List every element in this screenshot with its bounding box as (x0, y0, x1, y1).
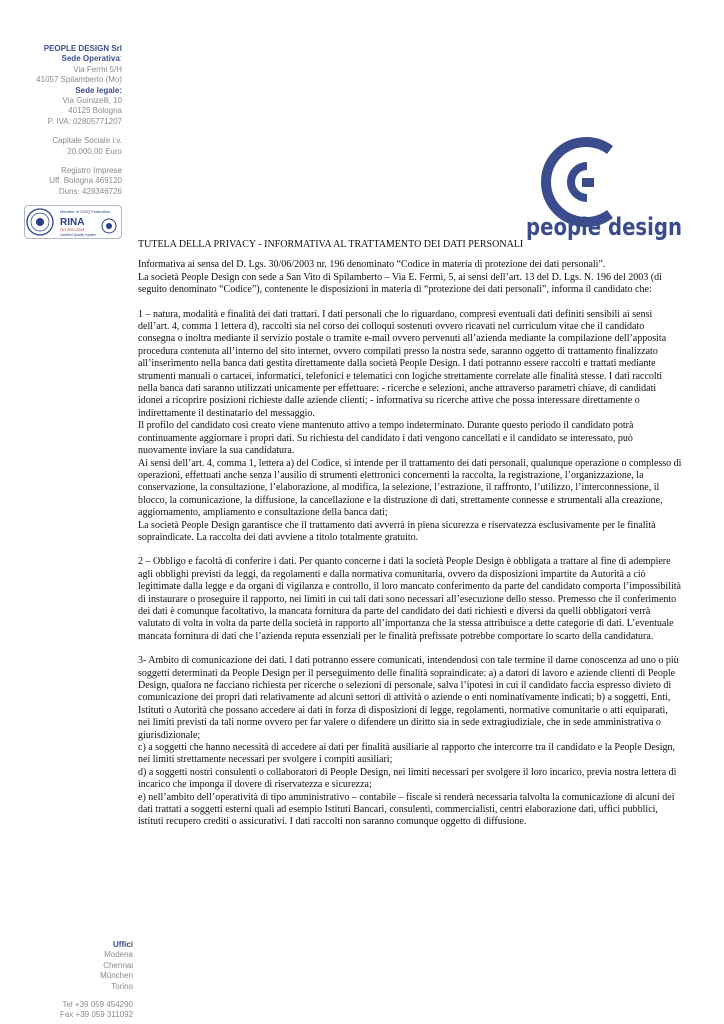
people-design-logo (524, 138, 684, 240)
intro-line-1: Informativa ai sensa del D. Lgs. 30/06/2003 nr. 196 denominato “Codice in materia di protezione dei dati personali”. (138, 259, 606, 271)
fax-number: Fax +39 059 311092 (59, 1010, 133, 1020)
legal-city: 40125 Bologna (68, 106, 122, 116)
registry-label: Registro Imprese (61, 166, 122, 176)
office-item: München (100, 971, 133, 981)
certification-logo (24, 205, 122, 239)
contact-info (0, 1000, 133, 1021)
duns-number: Duns: 428346726 (58, 186, 122, 196)
legal-office-label: Sede legale: (75, 85, 122, 95)
operational-office-label (0, 54, 122, 64)
offices-label: Uffici (113, 940, 133, 949)
op-label-text: Sede Operativa (61, 54, 120, 64)
intro-line-2: La società People Design con sede a San Vito di Spilamberto – Via E. Fermi, 5, ai sensi dell’art. 13 del D. Lgs. N. 196 del 2003 (di seguito denominato “Codice”), contenente le disposizioni in materia di “protezione dei dati personali”, informa il candidato che: (138, 271, 662, 296)
company-info (0, 44, 122, 197)
spacer (138, 643, 682, 655)
section-3-paragraph-2: c) a soggetti che hanno necessità di accedere ai dati per finalità ausiliarie al rapporto che intercorre tra il candidato e la People Design, nei limiti strettamente necessari per svolgere i compiti ausiliari; (138, 742, 675, 766)
operational-street: Via Fermi 5/H (73, 64, 122, 74)
cert-system-text: Certified Quality System (60, 233, 97, 237)
section-3-paragraph-4: e) nell’ambito dell’operatività di tipo amministrativo – contabile – fiscale si renderà necessaria talvolta la comunicazione di alcuni dei dati trattati a soggetti esterni quali ad esempio Istituti Bancari, consulenti, commercialisti, centri elaborazione dati, uffici pubblici, istituti recupero crediti o assicurativi. I dati raccolti non saranno comunque oggetto di diffusione. (138, 791, 675, 828)
section-3-paragraph-1: 3- Ambito di comunicazione dei dati. I dati potranno essere comunicati, intendendosi con tale termine il darne conoscenza ad uno o più soggetti determinati da People Design per il perseguimento delle finalità sopraindicate: a) a datori di lavoro e aziende clienti di People Design, qualora ne facciano richiesta per ricerche o selezioni di personale, salva l’ipotesi in cui il candidato faccia espresso divieto di comunicazione dei propri dati relativamente ad alcuni settori di attività o aziende o enti nominativamente indicati; b) a soggetti, Enti, Istituti o Autorità che possano accedere ai dati in forza di disposizioni di legge, regolamenti, normative comunitarie o atti equiparati, nei limiti previsti da tali norme ovvero per far valere o difendere un diritto sia in sede extragiudiziale, che in sede amministrativa o giurisdizionale; (138, 655, 679, 741)
iso-text: ISO 9001:2008 (60, 228, 85, 232)
section-1-paragraph-3: Ai sensi dell’art. 4, comma 1, lettera a) del Codice, si intende per il trattamento dei dati personali, qualunque operazione o complesso di operazioni, effettuati anche senza l’ausilio di strumenti elettronici concernenti la raccolta, la registrazione, l’organizzazione, la conservazione, la consultazione, l’elaborazione, al modifica, la selezione, l’estrazione, il raffronto, l’utilizzo, l’interconnessione, il blocco, la comunicazione, la diffusione, la cancellazione e la distruzione di dati, strettamente connesse e strumentali alla creazione, aggiornamento, ampliamento e consultazione della banca dati; (138, 457, 682, 519)
spacer (138, 544, 682, 556)
capital-label: Capitale Sociale i.v. (52, 136, 122, 146)
spacer (0, 127, 122, 136)
legal-street: Via Guinizelli, 10 (62, 96, 122, 106)
capital-value: 20.000,00 Euro (67, 146, 122, 156)
document-title: TUTELA DELLA PRIVACY - INFORMATIVA AL TRATTAMENTO DEI DATI PERSONALI (138, 239, 524, 250)
office-item: Chennai (103, 960, 133, 970)
rina-text: RINA (60, 217, 85, 228)
phone-number: Tel +39 059 454290 (62, 1000, 133, 1009)
registry-office: Uff. Bologna 469120 (49, 176, 122, 186)
office-item: Torino (111, 981, 133, 991)
vat-number: P. IVA: 02805771207 (47, 116, 122, 126)
section-1-paragraph-2: Il profilo del candidato così creato viene mantenuto attivo a tempo indeterminato. Durante questo periodo il candidato potrà continuamente aggiornare i propri dati. Su richiesta del candidato i dati vengono cancellati e il candidato se interessato, può nuovamente inviare la sua candidatura. (138, 420, 634, 457)
company-name: PEOPLE DESIGN Srl (43, 44, 122, 53)
op-label-colon: : (119, 54, 122, 64)
section-1-paragraph-4: La società People Design garantisce che il trattamento dati avverrà in piena sicurezza e riservatezza esclusivamente per le finalità sopraindicate. La raccolta dei dati avviene a titolo totalmente gratuito. (138, 519, 656, 543)
spacer (0, 157, 122, 166)
operational-city: 41057 Spilamberto (Mo) (36, 75, 122, 85)
section-3-paragraph-3: d) a soggetti nostri consulenti o collaboratori di People Design, nei limiti necessari per svolgere il loro incarico, previa nostra lettera di incarico che imponga il dovere di riservatezza e sicurezza; (138, 766, 677, 791)
privacy-document (138, 239, 682, 829)
logo-outer-arc-icon (546, 142, 610, 222)
spacer (138, 297, 682, 309)
logo-wordmark: people design (526, 213, 682, 241)
office-item: Modena (104, 950, 133, 960)
section-1-paragraph-1: 1 – natura, modalità e finalità dei dati trattari. I dati personali che lo riguardano, compresi eventuali dati definiti sensibili ai sensi dell’art. 4, comma 1 lettera d), raccolti sia nel corso dei colloqui sostenuti ovvero ricavati nel curriculum vitae che il candidato consegna o inoltra mediante il servizio postale o tramite e-mail ovvero pervenuti all’azienda mediante la compilazione dell’apposita procedura contenuta all’interno del sito internet, ovvero compilati presso la nostra sede, saranno oggetto di trattamento finalizzato all’inserimento nella banca dati gestita direttamente dalla società People Design. I dati potranno essere raccolti e trattati mediante strumenti manuali o cartacei, informatici, telefonici e telematici con logiche strettamente correlate alle finalità stesse. I dati raccolti nella banca dati saranno utilizzati unicamente per effettuare: - ricerche e selezioni, anche attraverso parametri chiave, di candidati idonei a ricoprire posizioni richieste dalle aziende clienti; - informativa su ricerche attive che possa interessare direttamente o indirettamente il destinatario del messaggio. (138, 308, 667, 419)
cert-member-text: Member of CISQ Federation (60, 209, 111, 214)
offices-list (0, 940, 133, 992)
section-2-paragraph: 2 – Obbligo e facoltà di conferire i dati. Per quanto concerne i dati la società People Design è obbligata a trattare al fine di adempiere agli obblighi previsti da leggi, da regolamenti e dalla normativa comunitaria, ovvero da disposizioni impartite da Autorità a ciò legittimate dalla legge e da organi di vigilanza e controllo, il loro mancato conferimento da parte del candidato comporta l’impossibilità di instaurare o proseguire il rapporto, nei limiti in cui tali dati sono necessari all’esecuzione dello stesso. Premesso che il conferimento dei dati è comunque facoltativo, la mancata fornitura da parte del candidato dei dati richiesti e diversi da quelli obbligatori verrà valutato di volta in volta da parte della società in rapporto all’importanza che la stessa attribuisce a dette categorie di dati. L’eventuale mancata fornitura di dati che l’azienda reputa essenziali per le finalità prefissate potrebbe comportare lo scarto della candidatura. (138, 556, 681, 642)
